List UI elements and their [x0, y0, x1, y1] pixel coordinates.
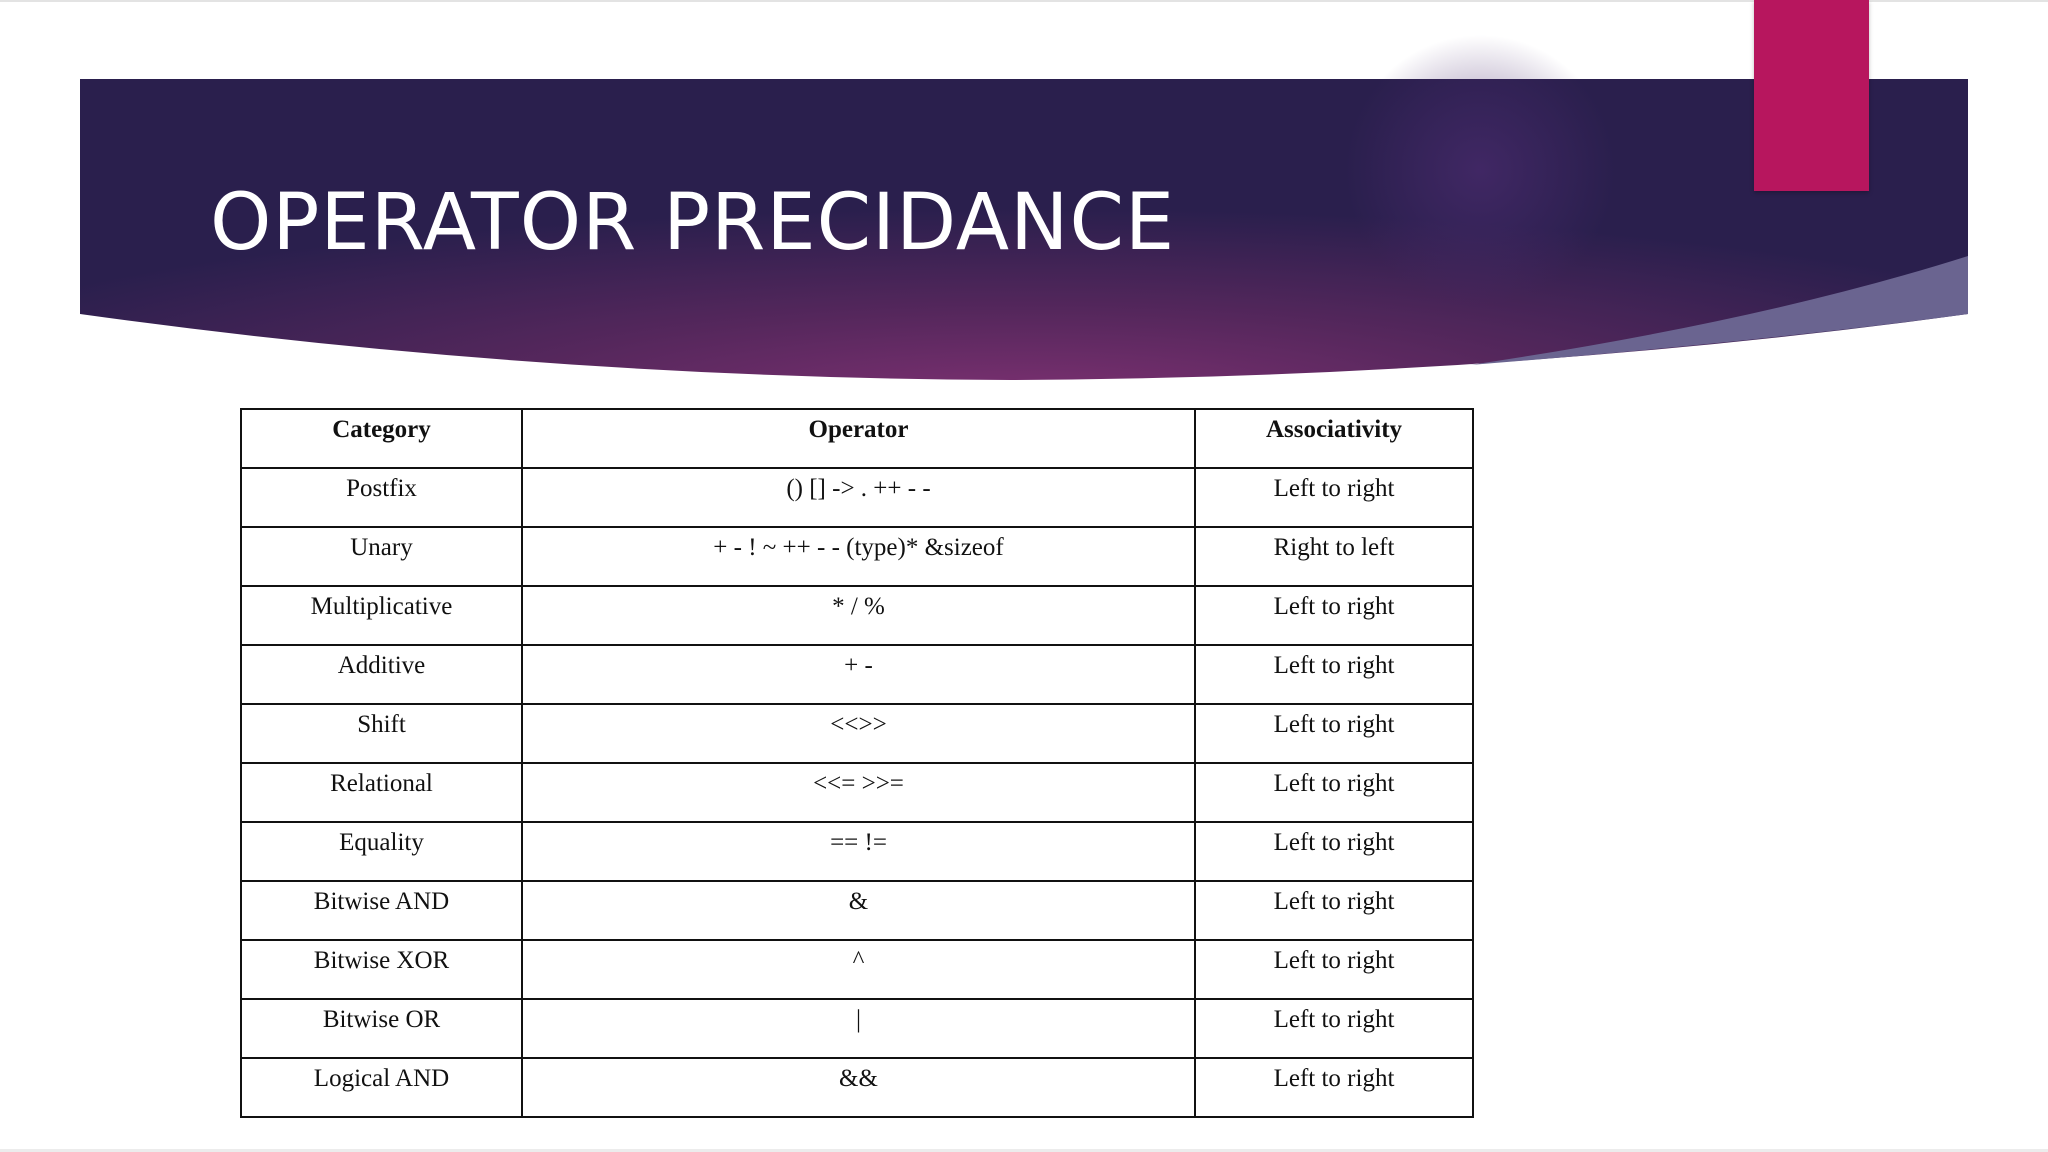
cell-operator: == != [522, 822, 1195, 881]
cell-category: Postfix [241, 468, 522, 527]
cell-category: Bitwise XOR [241, 940, 522, 999]
cell-associativity: Left to right [1195, 763, 1473, 822]
table-header-row [241, 409, 1473, 468]
cell-operator: () [] -> . ++ - - [522, 468, 1195, 527]
header-category: Category [241, 409, 522, 468]
accent-tab [1754, 0, 1869, 191]
cell-associativity: Right to left [1195, 527, 1473, 586]
cell-category: Multiplicative [241, 586, 522, 645]
cell-category: Relational [241, 763, 522, 822]
cell-associativity: Left to right [1195, 468, 1473, 527]
cell-operator: && [522, 1058, 1195, 1117]
table-row [241, 1058, 1473, 1117]
cell-operator: & [522, 881, 1195, 940]
cell-category: Bitwise OR [241, 999, 522, 1058]
table-row [241, 527, 1473, 586]
cell-associativity: Left to right [1195, 1058, 1473, 1117]
cell-associativity: Left to right [1195, 999, 1473, 1058]
cell-associativity: Left to right [1195, 704, 1473, 763]
header-associativity: Associativity [1195, 409, 1473, 468]
operator-precedence-table [240, 408, 1474, 1118]
cell-operator: ^ [522, 940, 1195, 999]
table-row [241, 763, 1473, 822]
cell-operator: <<>> [522, 704, 1195, 763]
cell-category: Equality [241, 822, 522, 881]
cell-associativity: Left to right [1195, 940, 1473, 999]
cell-associativity: Left to right [1195, 881, 1473, 940]
banner-glow [1345, 35, 1615, 305]
table-row [241, 468, 1473, 527]
table-row [241, 704, 1473, 763]
cell-associativity: Left to right [1195, 645, 1473, 704]
cell-operator: + - ! ~ ++ - - (type)* &sizeof [522, 527, 1195, 586]
table-row [241, 881, 1473, 940]
cell-category: Bitwise AND [241, 881, 522, 940]
slide-title: OPERATOR PRECIDANCE [210, 178, 1176, 268]
table-row [241, 822, 1473, 881]
cell-operator: | [522, 999, 1195, 1058]
header-operator: Operator [522, 409, 1195, 468]
cell-category: Additive [241, 645, 522, 704]
table-row [241, 645, 1473, 704]
cell-operator: * / % [522, 586, 1195, 645]
table-row [241, 999, 1473, 1058]
cell-associativity: Left to right [1195, 822, 1473, 881]
table-row [241, 940, 1473, 999]
cell-category: Shift [241, 704, 522, 763]
table-row [241, 586, 1473, 645]
cell-category: Unary [241, 527, 522, 586]
cell-operator: + - [522, 645, 1195, 704]
cell-operator: <<= >>= [522, 763, 1195, 822]
cell-associativity: Left to right [1195, 586, 1473, 645]
cell-category: Logical AND [241, 1058, 522, 1117]
